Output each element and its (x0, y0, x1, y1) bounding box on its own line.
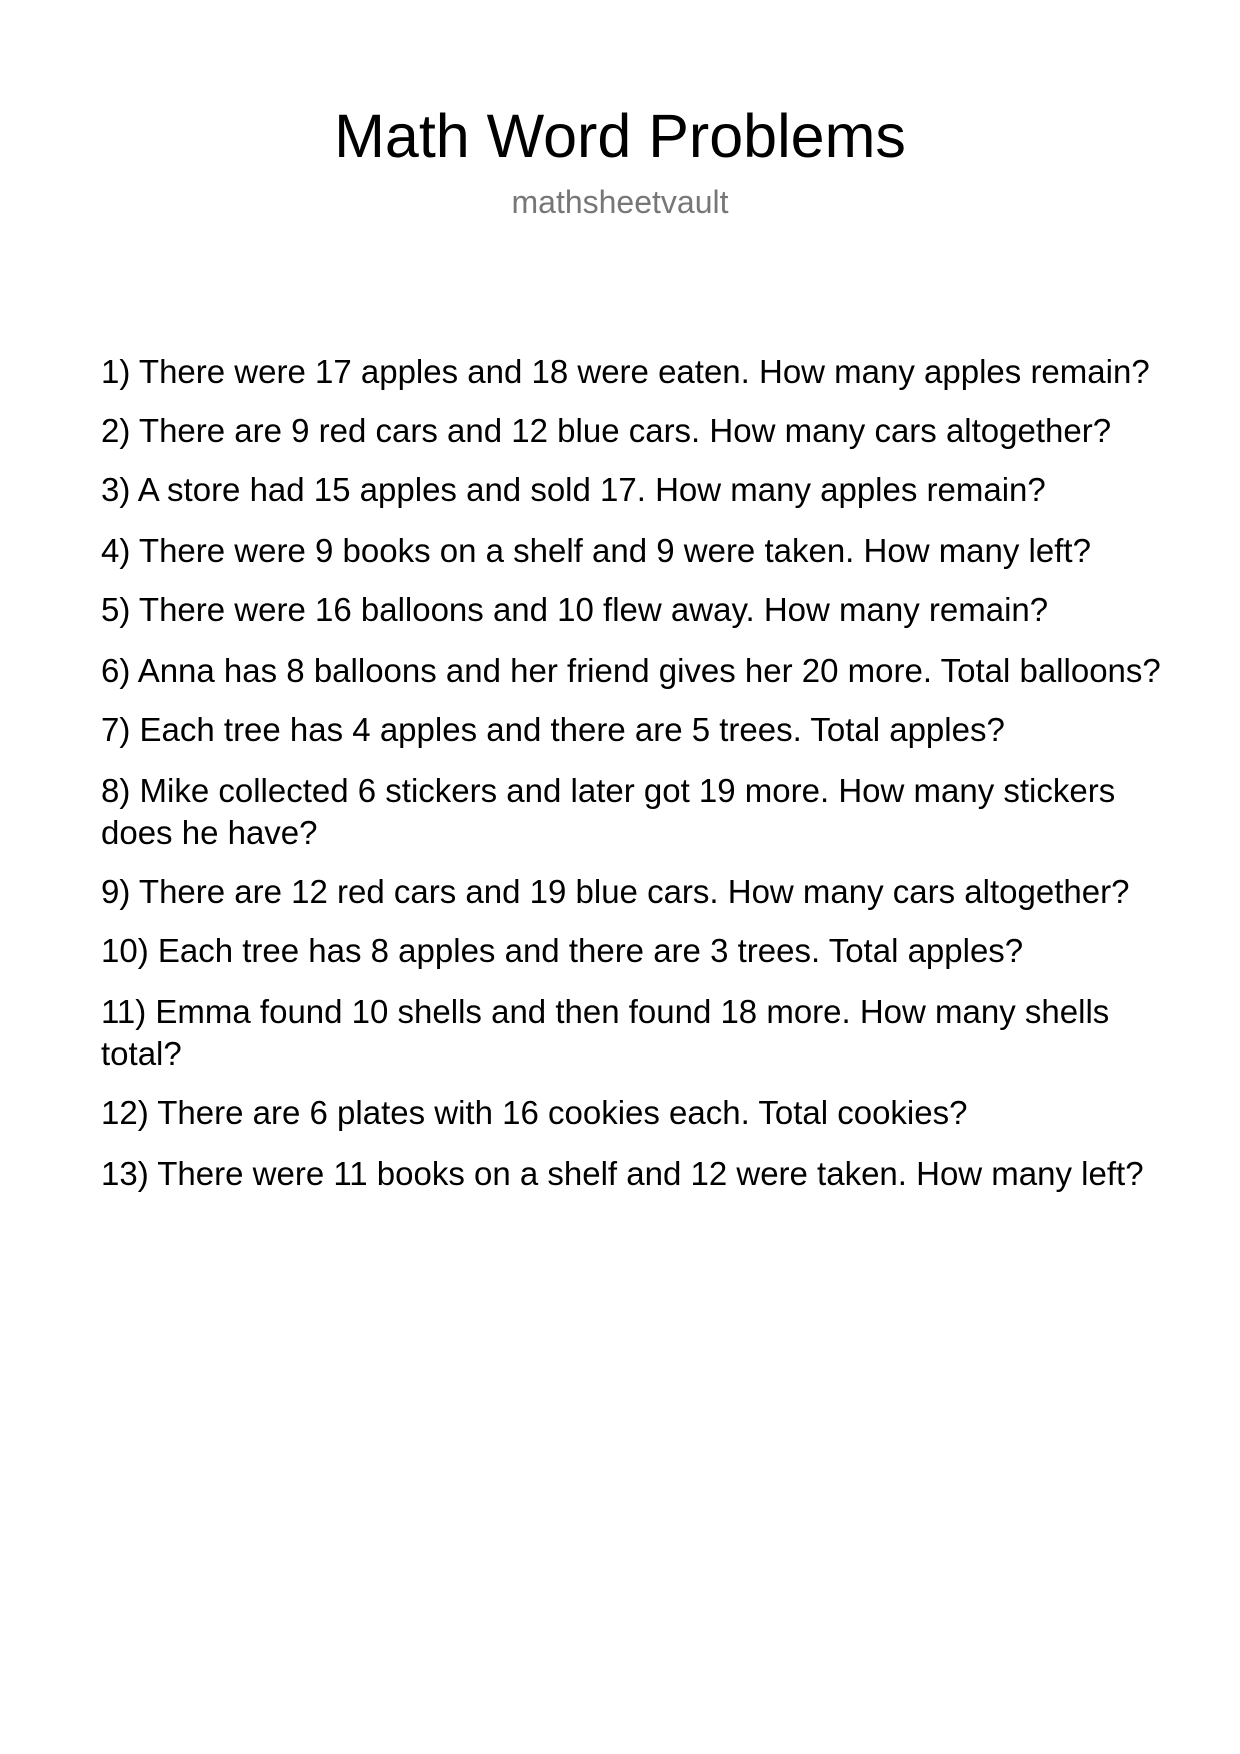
problem-item-2: 2) There are 9 red cars and 12 blue cars. How many cars altogether? (101, 412, 1112, 449)
problem-item-7: 7) Each tree has 4 apples and there are 5 trees. Total apples? (101, 711, 1005, 748)
worksheet-subtitle: mathsheetvault (511, 184, 729, 220)
problem-item-10: 10) Each tree has 8 apples and there are 3 trees. Total apples? (101, 932, 1024, 969)
problem-item-5: 5) There were 16 balloons and 10 flew away. How many remain? (101, 591, 1049, 628)
problem-item-1: 1) There were 17 apples and 18 were eaten. How many apples remain? (101, 353, 1150, 390)
problem-item-9: 9) There are 12 red cars and 19 blue cars. How many cars altogether? (101, 873, 1130, 910)
problem-item-11: 11) Emma found 10 shells and then found 18 more. How many shells total? (101, 993, 1110, 1072)
problem-list (101, 351, 1161, 1195)
problem-item-8: 8) Mike collected 6 stickers and later got 19 more. How many stickers does he have? (101, 772, 1116, 851)
problem-item-12: 12) There are 6 plates with 16 cookies each. Total cookies? (101, 1094, 968, 1131)
worksheet-title: Math Word Problems (334, 102, 906, 170)
problem-item-3: 3) A store had 15 apples and sold 17. How many apples remain? (101, 471, 1046, 508)
problem-item-6: 6) Anna has 8 balloons and her friend gives her 20 more. Total balloons? (101, 652, 1161, 689)
problem-item-13: 13) There were 11 books on a shelf and 12 were taken. How many left? (101, 1155, 1144, 1192)
problem-item-4: 4) There were 9 books on a shelf and 9 were taken. How many left? (101, 532, 1091, 569)
